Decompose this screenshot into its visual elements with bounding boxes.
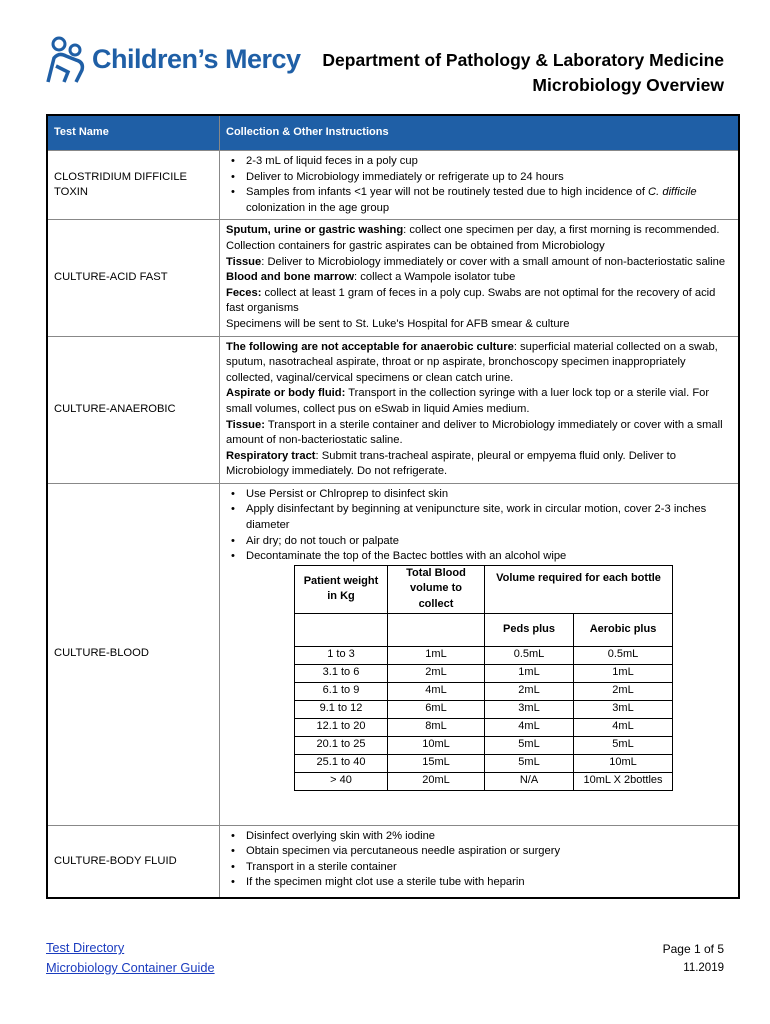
blood-table-row: [295, 682, 673, 700]
logo-text: Children’s Mercy: [92, 44, 301, 74]
blood-table-cell: 1mL: [388, 646, 485, 664]
blood-table-cell: 1 to 3: [295, 646, 388, 664]
microbiology-container-guide-link[interactable]: Microbiology Container Guide: [46, 960, 215, 975]
list-item: • Disinfect overlying skin with 2% iodine: [246, 829, 732, 845]
blood-table-cell: 2mL: [388, 664, 485, 682]
list-item: • Decontaminate the top of the Bactec bottles with an alcohol wipe: [246, 549, 732, 565]
list-item: • Deliver to Microbiology immediately or refrigerate up to 24 hours: [246, 170, 732, 186]
blood-table-row: [295, 754, 673, 772]
blood-table-cell: 20mL: [388, 772, 485, 790]
blood-table-cell: 5mL: [485, 754, 574, 772]
blood-header-weight: Patient weight in Kg: [295, 565, 388, 613]
blood-table-cell: 20.1 to 25: [295, 736, 388, 754]
blood-table-cell: 6mL: [388, 700, 485, 718]
test-name-body-fluid: CULTURE-BODY FLUID: [47, 825, 220, 898]
list-item: • Samples from infants <1 year will not be routinely tested due to high incidence of C. difficile colonization in the age group: [246, 185, 732, 216]
blood-header-aerobic: Aerobic plus: [574, 613, 673, 646]
paragraph: Tissue: Transport in a sterile container and deliver to Microbiology immediately or cover with a small amount of non-bacteriostatic saline.: [226, 418, 723, 447]
page-number: Page 1 of 5: [662, 942, 724, 956]
test-name-anaerobic: CULTURE-ANAEROBIC: [47, 336, 220, 483]
test-name-acid-fast: CULTURE-ACID FAST: [47, 220, 220, 336]
childrens-mercy-logo: [42, 36, 301, 88]
paragraph: Respiratory tract: Submit trans-tracheal aspirate, pleural or empyema fluid only. Deliver to Microbiology immediately. Do not refrigerate.: [226, 449, 676, 478]
blood-table-cell: 3mL: [485, 700, 574, 718]
blood-table-cell: 2mL: [485, 682, 574, 700]
blood-header-required: Volume required for each bottle: [485, 565, 673, 591]
blood-table-row: [295, 718, 673, 736]
list-item: • If the specimen might clot use a sterile tube with heparin: [246, 875, 732, 891]
blood-table-cell: 10mL: [574, 754, 673, 772]
blood-table-cell: 4mL: [485, 718, 574, 736]
blood-table-cell: 1mL: [574, 664, 673, 682]
blood-table-cell: 0.5mL: [485, 646, 574, 664]
table-row: [47, 336, 739, 483]
blood-table-cell: 3.1 to 6: [295, 664, 388, 682]
document-header: [322, 48, 724, 98]
paragraph: Feces: collect at least 1 gram of feces in a poly cup. Swabs are not optimal for the recovery of acid fast organisms: [226, 286, 716, 315]
blood-table-cell: 1mL: [485, 664, 574, 682]
test-name-blood: CULTURE-BLOOD: [47, 483, 220, 825]
paragraph: Blood and bone marrow: collect a Wampole isolator tube: [226, 271, 516, 284]
document-title: Microbiology Overview: [532, 75, 724, 95]
table-header-row: [47, 115, 739, 151]
paragraph: Tissue: Deliver to Microbiology immediately or cover with a small amount of non-bacteriostatic saline: [226, 255, 726, 268]
logo-figures-icon: [42, 36, 90, 88]
blood-table-cell: > 40: [295, 772, 388, 790]
instructions-anaerobic: [220, 336, 740, 483]
instructions-body-fluid: [220, 825, 740, 898]
blood-table-row: [295, 736, 673, 754]
blood-table-cell: 9.1 to 12: [295, 700, 388, 718]
table-row: [47, 220, 739, 336]
instructions-acid-fast: [220, 220, 740, 336]
blood-table-cell: 2mL: [574, 682, 673, 700]
blood-table-cell: 12.1 to 20: [295, 718, 388, 736]
blood-header-peds: Peds plus: [485, 613, 574, 646]
department-title: Department of Pathology & Laboratory Medicine: [322, 50, 724, 70]
blood-table-row: [295, 664, 673, 682]
test-directory-link[interactable]: Test Directory: [46, 940, 125, 955]
test-directory-table: [46, 114, 740, 899]
list-item: • Obtain specimen via percutaneous needle aspiration or surgery: [246, 844, 732, 860]
list-item: • Use Persist or Chlroprep to disinfect skin: [246, 487, 732, 503]
blood-table-cell: 4mL: [388, 682, 485, 700]
blood-table-row: [295, 646, 673, 664]
column-header-instructions: Collection & Other Instructions: [220, 115, 740, 151]
table-row: [47, 483, 739, 825]
column-header-test-name: Test Name: [47, 115, 220, 151]
blood-table-cell: 4mL: [574, 718, 673, 736]
blood-table-cell: 5mL: [574, 736, 673, 754]
blood-table-cell: 5mL: [485, 736, 574, 754]
blood-table-cell: 8mL: [388, 718, 485, 736]
instructions-blood: [220, 483, 740, 825]
blood-table-cell: 15mL: [388, 754, 485, 772]
test-name-cdiff: CLOSTRIDIUM DIFFICILE TOXIN: [47, 151, 220, 220]
blood-header-total: Total Blood volume to collect: [388, 565, 485, 613]
list-item: • Transport in a sterile container: [246, 860, 732, 876]
blood-table-cell: N/A: [485, 772, 574, 790]
blood-table-cell: 10mL: [388, 736, 485, 754]
blood-table-cell: 6.1 to 9: [295, 682, 388, 700]
paragraph: Specimens will be sent to St. Luke's Hospital for AFB smear & culture: [226, 317, 570, 330]
instructions-cdiff: [220, 151, 740, 220]
blood-table-row: [295, 772, 673, 790]
list-item: • Air dry; do not touch or palpate: [246, 534, 732, 550]
revision-date: 11.2019: [683, 962, 724, 974]
paragraph: Sputum, urine or gastric washing: collect one specimen per day, a first morning is recommended. Collection containers for gastric aspirates can be obtained from Microbiology: [226, 224, 720, 252]
blood-table-cell: 3mL: [574, 700, 673, 718]
blood-table-cell: 0.5mL: [574, 646, 673, 664]
table-row: [47, 825, 739, 898]
blood-table-cell: 25.1 to 40: [295, 754, 388, 772]
blood-table-cell: 10mL X 2bottles: [574, 772, 673, 790]
table-row: [47, 151, 739, 220]
list-item: • Apply disinfectant by beginning at venipuncture site, work in circular motion, cover 2-3 inches diameter: [246, 502, 732, 533]
paragraph: Aspirate or body fluid: Transport in the collection syringe with a luer lock top or a sterile vial. For small volumes, collect pus on eSwab in liquid Amies medium.: [226, 387, 710, 415]
paragraph: The following are not acceptable for anaerobic culture: superficial material collected on a swab, sputum, nasotracheal aspirate, throat or np aspirate, bronchoscopy specimen inappropriately collected, vaginal/cervical specimens or clean catch urine.: [226, 340, 718, 384]
blood-volume-table: [294, 565, 673, 791]
list-item: • 2-3 mL of liquid feces in a poly cup: [246, 154, 732, 170]
blood-table-row: [295, 700, 673, 718]
